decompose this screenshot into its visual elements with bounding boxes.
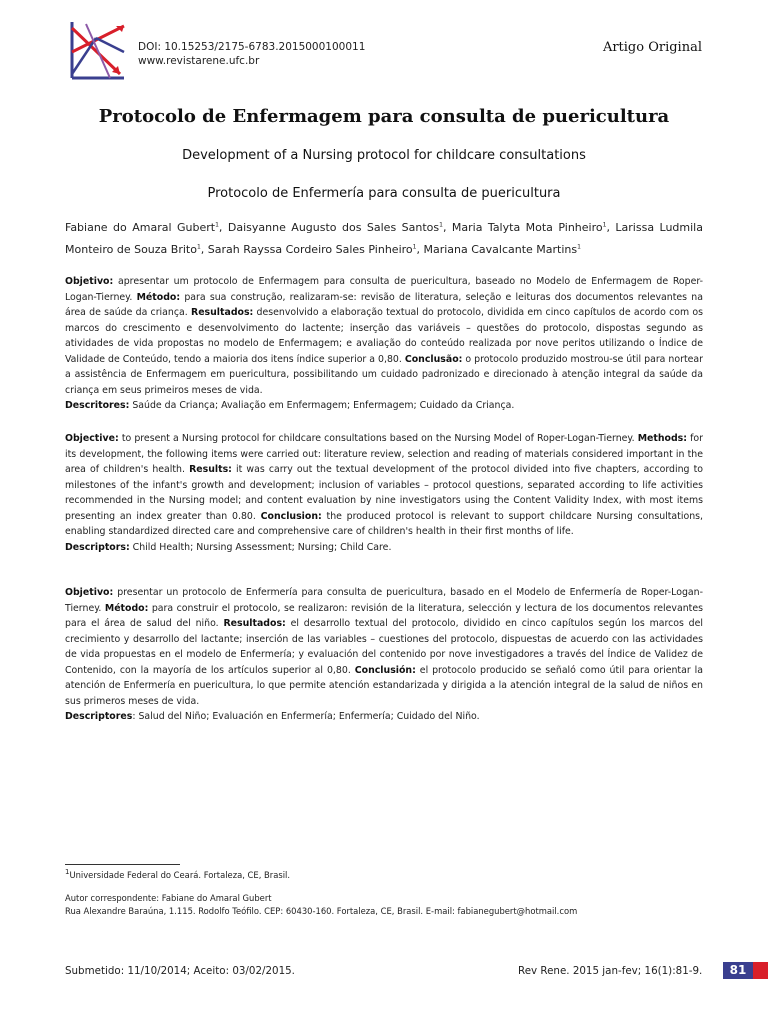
article-title-spanish: Protocolo de Enfermería para consulta de puericultura bbox=[207, 186, 561, 201]
abstract-portuguese: Objetivo: apresentar um protocolo de Enfermagem para consulta de puericultura, baseado no Modelo de Enfermagem de Roper-Logan-Tierney. Método: para sua construção, realizaram-se: revisão de literatura, seleção e leituras dos documentos relevantes na área de saúde da criança. Resultados: desenvolvido a elaboração textual do protocolo, dividida em cinco capítulos de acordo com os marcos do crescimento e desenvolvimento do lactente; inserção das variáveis – questões do protocolo, dispostas segundo as atividades de vida propostas no modelo de Enfermagem; e avaliação do conteúdo realizada por nove peritos utilizando o Índice de Validade de Conteúdo, tendo a maioria dos itens índice superior a 0,80. Conclusão: o protocolo produzido mostrou-se útil para nortear a assistência de Enfermagem em puericultura, possibilitando um cuidado padronizado e direcionado à atenção integral da saúde da criança em seus primeiros meses de vida. Descritores: Saúde da Criança; Avaliação em Enfermagem; Enfermagem; Cuidado da Criança. bbox=[65, 276, 703, 411]
page-tab-accent bbox=[753, 962, 768, 979]
author: Sarah Rayssa Cordeiro Sales Pinheiro$^1$, bbox=[207, 243, 424, 257]
submission-dates: Submetido: 11/10/2014; Aceito: 03/02/2015. bbox=[65, 965, 295, 977]
author: Maria Talyta Mota Pinheiro$^1$, bbox=[451, 220, 616, 234]
corresponding-author: Autor correspondente: Fabiane do Amaral Gubert bbox=[65, 893, 272, 903]
abstract-spanish: Objetivo: presentar un protocolo de Enfermería para consulta de puericultura, basado en el Modelo de Enfermería de Roper-Logan-Tierney. Método: para construir el protocolo, se realizaron: revisión de la literatura, selección y lectura de los documentos relevantes para el área de salud del niño. Resultados: el desarrollo textual del protocolo, dividido en cinco capítulos según los marcos del crecimiento y desarrollo del lactante; inserción de las variables – cuestiones del protocolo, dispuestas de acuerdo con las actividades de vida propuestas en el modelo de Enfermería; y evaluación del contenido por nove investigadores a través del Índice de Validez de Contenido, con la mayoría de los artículos superior al 0,80. Conclusión: el protocolo producido se señaló como útil para orientar la atención de Enfermería en puericultura, lo que permite atención estandarizada y dirigida a la atención integral de la salud de niños en sus primeros meses de vida. Descriptores: Salud del Niño; Evaluación en Enfermería; Enfermería; Cuidado del Niño. bbox=[65, 587, 703, 722]
article-title-english: Development of a Nursing protocol for childcare consultations bbox=[182, 148, 586, 163]
author: Larissa Ludmila Monteiro de Souza Brito$^1$, bbox=[65, 220, 703, 257]
abstract-english: Objective: to present a Nursing protocol for childcare consultations based on the Nursing Model of Roper-Logan-Tierney. Methods: for its development, the following items were carried out: literature review, selection and reading of materials considered important in the area of children's health. Results: it was carry out the textual development of the protocol divided into five chapters, according to milestones of the infant's growth and development; inclusion of variables – protocol questions, separated according to life activities recommended in the Nursing model; and content evaluation by nine investigators using the Content Validity Index, with most items presenting an index greater than 0.80. Conclusion: the produced protocol is relevant to support childcare Nursing consultations, enabling standardized directed care and comprehensive care of children's health in their first months of life. Descriptors: Child Health; Nursing Assessment; Nursing; Child Care. bbox=[65, 433, 704, 553]
author: Mariana Cavalcante Martins$^1$ bbox=[423, 243, 581, 257]
affiliation-footnote: $^1$Universidade Federal do Ceará. Fortaleza, CE, Brasil. bbox=[65, 868, 291, 880]
doi: DOI: 10.15253/2175-6783.2015000100011 bbox=[138, 41, 366, 53]
author: Fabiane do Amaral Gubert$^1$, bbox=[65, 220, 228, 234]
page-number: 81 bbox=[723, 962, 753, 979]
journal-url[interactable]: www.revistarene.ufc.br bbox=[138, 55, 260, 67]
article-title: Protocolo de Enfermagem para consulta de puericultura bbox=[98, 106, 670, 127]
author-list bbox=[65, 215, 703, 260]
rene-journal-logo-icon bbox=[66, 18, 130, 82]
page-number-badge bbox=[723, 962, 768, 979]
doi-block bbox=[138, 40, 365, 68]
author-address: Rua Alexandre Baraúna, 1.115. Rodolfo Teófilo. CEP: 60430-160. Fortaleza, CE, Brasil. E-mail: fabianegubert@hotmail.com bbox=[65, 906, 578, 916]
article-type: Artigo Original bbox=[602, 40, 702, 55]
author: Daisyanne Augusto dos Sales Santos$^1$, bbox=[227, 220, 452, 234]
journal-citation: Rev Rene. 2015 jan-fev; 16(1):81-9. bbox=[518, 965, 703, 977]
footnote-divider bbox=[65, 864, 180, 865]
